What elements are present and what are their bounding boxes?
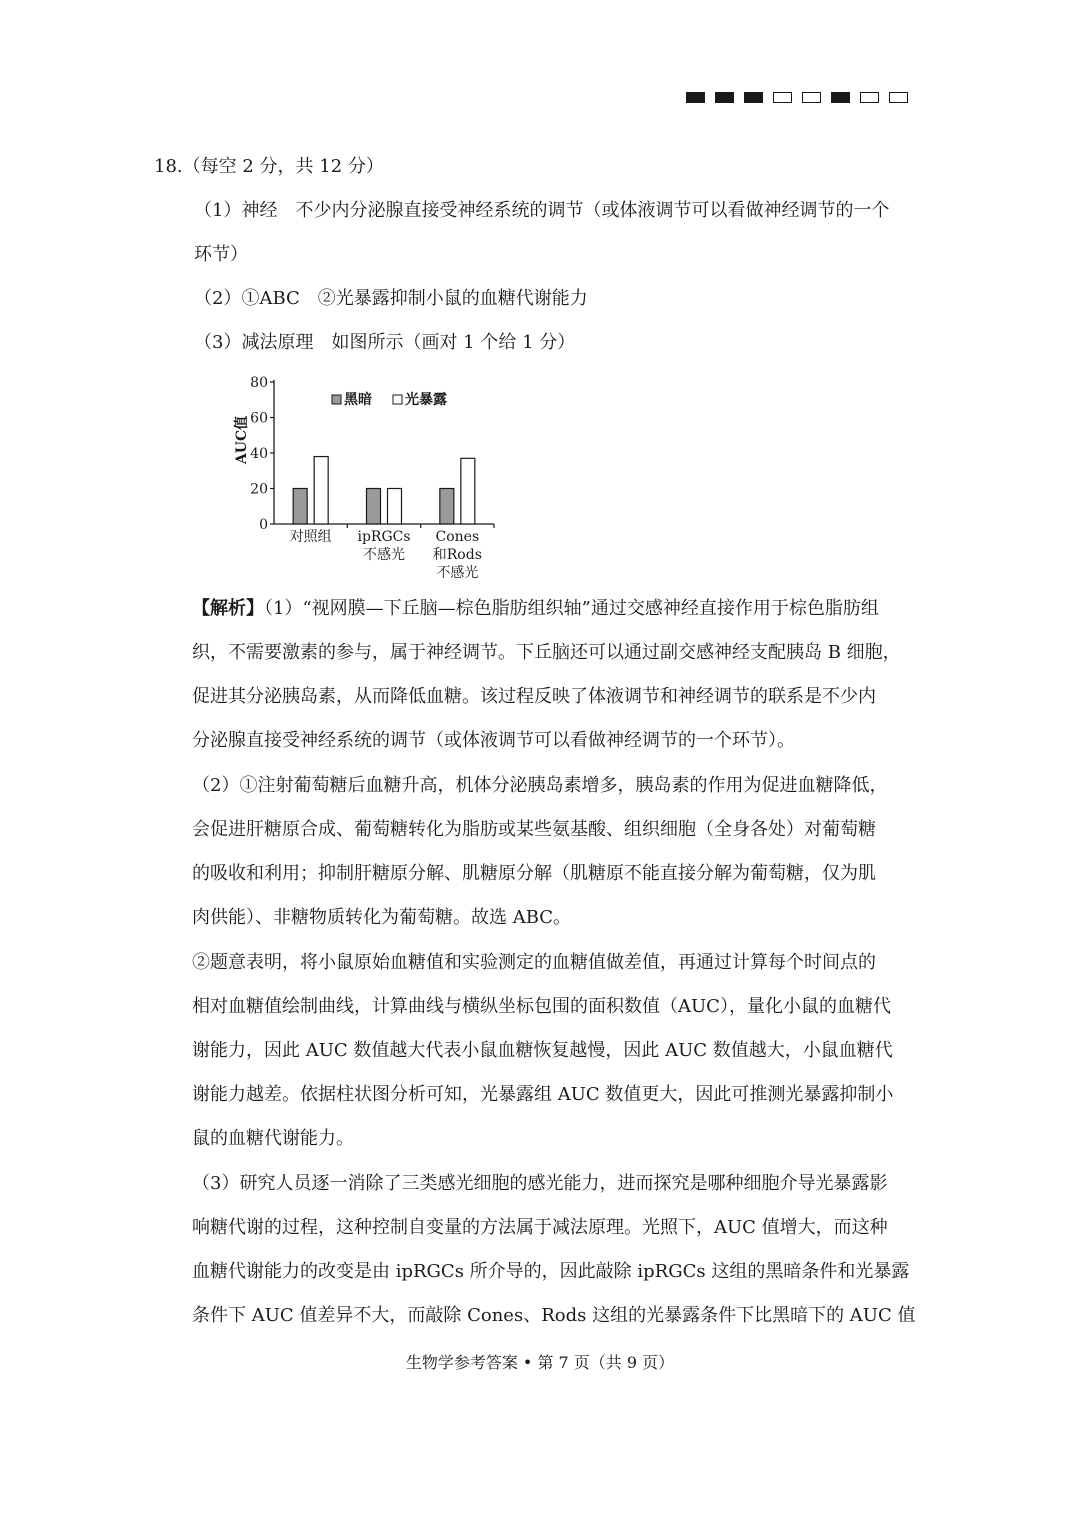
analysis-4-line-4: 条件下 AUC 值差异不大，而敲除 Cones、Rods 这组的光暴露条件下比黑暗下的 AUC 值 (192, 1305, 916, 1326)
header-mark (860, 92, 879, 103)
analysis-1-line-2: 织，不需要激素的参与，属于神经调节。下丘脑还可以通过副交感神经支配胰岛 B 细胞， (192, 642, 901, 663)
analysis-3-line-4: 谢能力越差。依据柱状图分析可知，光暴露组 AUC 数值更大，因此可推测光暴露抑制小 (192, 1084, 894, 1105)
bar-dark (440, 489, 454, 525)
answer-part-1: （1）神经 不少内分泌腺直接受神经系统的调节（或体液调节可以看做神经调节的一个 (194, 200, 890, 221)
analysis-2-line-3: 的吸收和利用；抑制肝糖原分解、肌糖原分解（肌糖原不能直接分解为葡萄糖，仅为肌 (192, 863, 876, 884)
header-mark (889, 92, 908, 103)
y-axis-label: AUC值 (234, 415, 250, 465)
page-footer: 生物学参考答案 • 第 7 页（共 9 页） (405, 1353, 675, 1372)
analysis-3-line-3: 谢能力，因此 AUC 数值越大代表小鼠血糖恢复越慢，因此 AUC 数值越大，小鼠血糖代 (192, 1040, 893, 1061)
header-marks (686, 92, 908, 103)
analysis-label: 【解析】 (192, 598, 264, 619)
header-mark (744, 92, 763, 103)
analysis-3-line-1: ②题意表明，将小鼠原始血糖值和实验测定的血糖值做差值，再通过计算每个时间点的 (192, 952, 876, 973)
legend-swatch-dark (332, 395, 341, 404)
answer-part-3: （3）减法原理 如图所示（画对 1 个给 1 分） (194, 332, 576, 353)
legend-label-dark: 黑暗 (344, 392, 372, 408)
bar-light (461, 458, 475, 524)
analysis-2-line-2: 会促进肝糖原合成、葡萄糖转化为脂肪或某些氨基酸、组织细胞（全身各处）对葡萄糖 (192, 819, 876, 840)
analysis-1-text: （1）“视网膜—下丘脑—棕色脂肪组织轴”通过交感神经直接作用于棕色脂肪组 (264, 598, 879, 619)
y-tick-label: 60 (250, 410, 268, 427)
header-mark (831, 92, 850, 103)
analysis-1-line-3: 促进其分泌胰岛素，从而降低血糖。该过程反映了体液调节和神经调节的联系是不少内 (192, 686, 876, 707)
analysis-1-line-1 (192, 597, 879, 621)
chart-svg (226, 368, 516, 586)
analysis-3-line-2: 相对血糖值绘制曲线，计算曲线与横纵坐标包围的面积数值（AUC），量化小鼠的血糖代 (192, 996, 891, 1017)
category-label: 不感光 (363, 547, 405, 563)
auc-bar-chart (226, 368, 516, 586)
y-tick-label: 40 (250, 446, 268, 462)
answer-part-1-cont: 环节） (194, 244, 248, 265)
header-mark (773, 92, 792, 103)
analysis-4-line-2: 响糖代谢的过程，这种控制自变量的方法属于减法原理。光照下，AUC 值增大，而这种 (192, 1217, 888, 1238)
question-title: 18.（每空 2 分，共 12 分） (154, 156, 384, 177)
analysis-2-line-4: 肉供能）、非糖物质转化为葡萄糖。故选 ABC。 (192, 907, 572, 928)
legend-swatch-light (393, 395, 402, 404)
analysis-2-line-1: （2）①注射葡萄糖后血糖升高，机体分泌胰岛素增多，胰岛素的作用为促进血糖降低， (192, 775, 888, 796)
y-tick-label: 0 (259, 517, 268, 533)
category-label: ipRGCs (357, 529, 411, 545)
bar-light (314, 457, 328, 524)
header-mark (686, 92, 705, 103)
category-label: 对照组 (289, 529, 332, 545)
category-label: 和Rods (432, 547, 482, 563)
bar-dark (293, 489, 307, 525)
bar-light (388, 489, 402, 525)
header-mark (802, 92, 821, 103)
category-label: 不感光 (436, 565, 479, 581)
analysis-4-line-3: 血糖代谢能力的改变是由 ipRGCs 所介导的，因此敲除 ipRGCs 这组的黑暗条件和光暴露 (192, 1261, 910, 1282)
analysis-4-line-1: （3）研究人员逐一消除了三类感光细胞的感光能力，进而探究是哪种细胞介导光暴露影 (192, 1173, 888, 1194)
category-label: Cones (435, 529, 480, 545)
y-tick-label: 20 (250, 481, 268, 498)
analysis-1-line-4: 分泌腺直接受神经系统的调节（或体液调节可以看做神经调节的一个环节）。 (192, 730, 795, 751)
analysis-3-line-5: 鼠的血糖代谢能力。 (192, 1128, 354, 1149)
answer-part-2: （2）①ABC ②光暴露抑制小鼠的血糖代谢能力 (194, 288, 588, 309)
legend-label-light: 光暴露 (405, 392, 447, 408)
bar-dark (367, 489, 381, 525)
y-tick-label: 80 (250, 375, 268, 391)
header-mark (715, 92, 734, 103)
